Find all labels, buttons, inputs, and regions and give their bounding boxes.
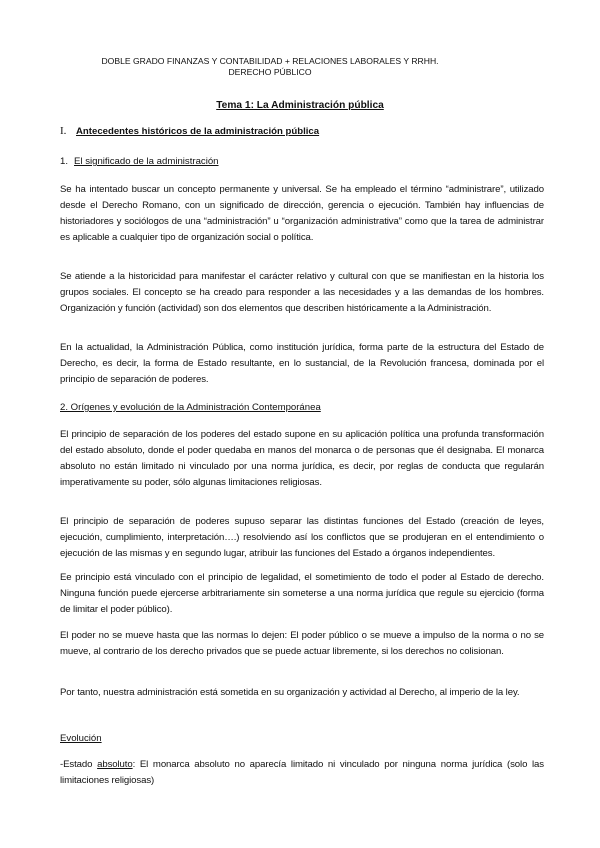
- subsection-title: El significado de la administración: [74, 156, 219, 167]
- header-degree-line: DOBLE GRADO FINANZAS Y CONTABILIDAD + RELACIONES LABORALES Y RRHH.: [101, 56, 439, 66]
- header-subject-line: DERECHO PÚBLICO: [228, 67, 312, 77]
- page-title: Tema 1: La Administración pública: [216, 100, 384, 111]
- paragraph-2: Se atiende a la historicidad para manifestar el carácter relativo y cultural con que se manifiestan en la historia los grupos sociales. El concepto se ha creado para responder a las necesidades y a las demandas de los hombres. Organización y función (actividad) son dos elementos que describen históricamente a la Administración.: [60, 271, 544, 314]
- section-title: Antecedentes históricos de la administración pública: [76, 126, 320, 137]
- paragraph-9-underlined-term: absoluto: [97, 759, 133, 770]
- paragraph-1: Se ha intentado buscar un concepto permanente y universal. Se ha empleado el término “administrare”, utilizado desde el Derecho Romano, con un significado de dirección, gerencia o ejecución. También hay influencias de historiadores y sociólogos de una “administración” u “organización administrativa” como que la tarea de administrar es aplicable a cualquier tipo de organización social o política.: [60, 184, 544, 243]
- paragraph-6: Ee principio está vinculado con el principio de legalidad, el sometimiento de todo el poder al Estado de derecho. Ninguna función puede ejercerse arbitrariamente sin someterse a una norma jurídica que regule su ejercicio (forma de limitar el poder público).: [60, 572, 544, 615]
- paragraph-3: En la actualidad, la Administración Pública, como institución jurídica, forma parte de la estructura del Estado de Derecho, es decir, la forma de Estado resultante, en lo sustancial, de la Revolución francesa, dominada por el principio de separación de poderes.: [60, 342, 544, 385]
- document-header: [60, 56, 480, 78]
- section-heading-1: [60, 125, 319, 137]
- paragraph-9-prefix: -Estado: [60, 759, 98, 770]
- subsection-number: 1.: [60, 156, 69, 167]
- paragraph-5: El principio de separación de poderes supuso separar las distintas funciones del Estado (creación de leyes, ejecución, cumplimiento, interpretación….) resolviendo así los conflictos que se produjeran en el entendimiento o ejecución de las mismas y en segundo lugar, atribuir las funciones del Estado a órganos independientes.: [60, 516, 544, 559]
- evolucion-title: Evolución: [60, 733, 102, 744]
- paragraph-9-rest: : El monarca absoluto no aparecía limitado ni vinculado por ninguna norma jurídica (solo las limitaciones religiosas): [60, 759, 544, 786]
- subsection-heading-1: [60, 156, 219, 167]
- section-roman-numeral: I.: [60, 125, 67, 137]
- paragraph-4: El principio de separación de los poderes del estado supone en su aplicación política una profunda transformación del estado absoluto, donde el poder quedaba en manos del monarca o de personas que él designaba. El monarca absoluto no están limitado ni vinculado por una norma jurídica, es decir, por reglas de conducta que regularán imperativamente su poder, sólo algunas limitaciones religiosas.: [60, 429, 544, 488]
- subsection-heading-2: [60, 402, 321, 413]
- evolucion-heading: [60, 733, 102, 744]
- subsection-2-title: 2. Orígenes y evolución de la Administración Contemporánea: [60, 402, 321, 413]
- paragraph-8: Por tanto, nuestra administración está sometida en su organización y actividad al Derecho, al imperio de la ley.: [60, 687, 520, 698]
- paragraph-9: [60, 757, 544, 789]
- paragraph-7: El poder no se mueve hasta que las normas lo dejen: El poder público o se mueve a impulso de la norma o no se mueve, al contrario de los derecho privados que se puede actuar libremente, si los derechos no colisionan.: [60, 630, 544, 657]
